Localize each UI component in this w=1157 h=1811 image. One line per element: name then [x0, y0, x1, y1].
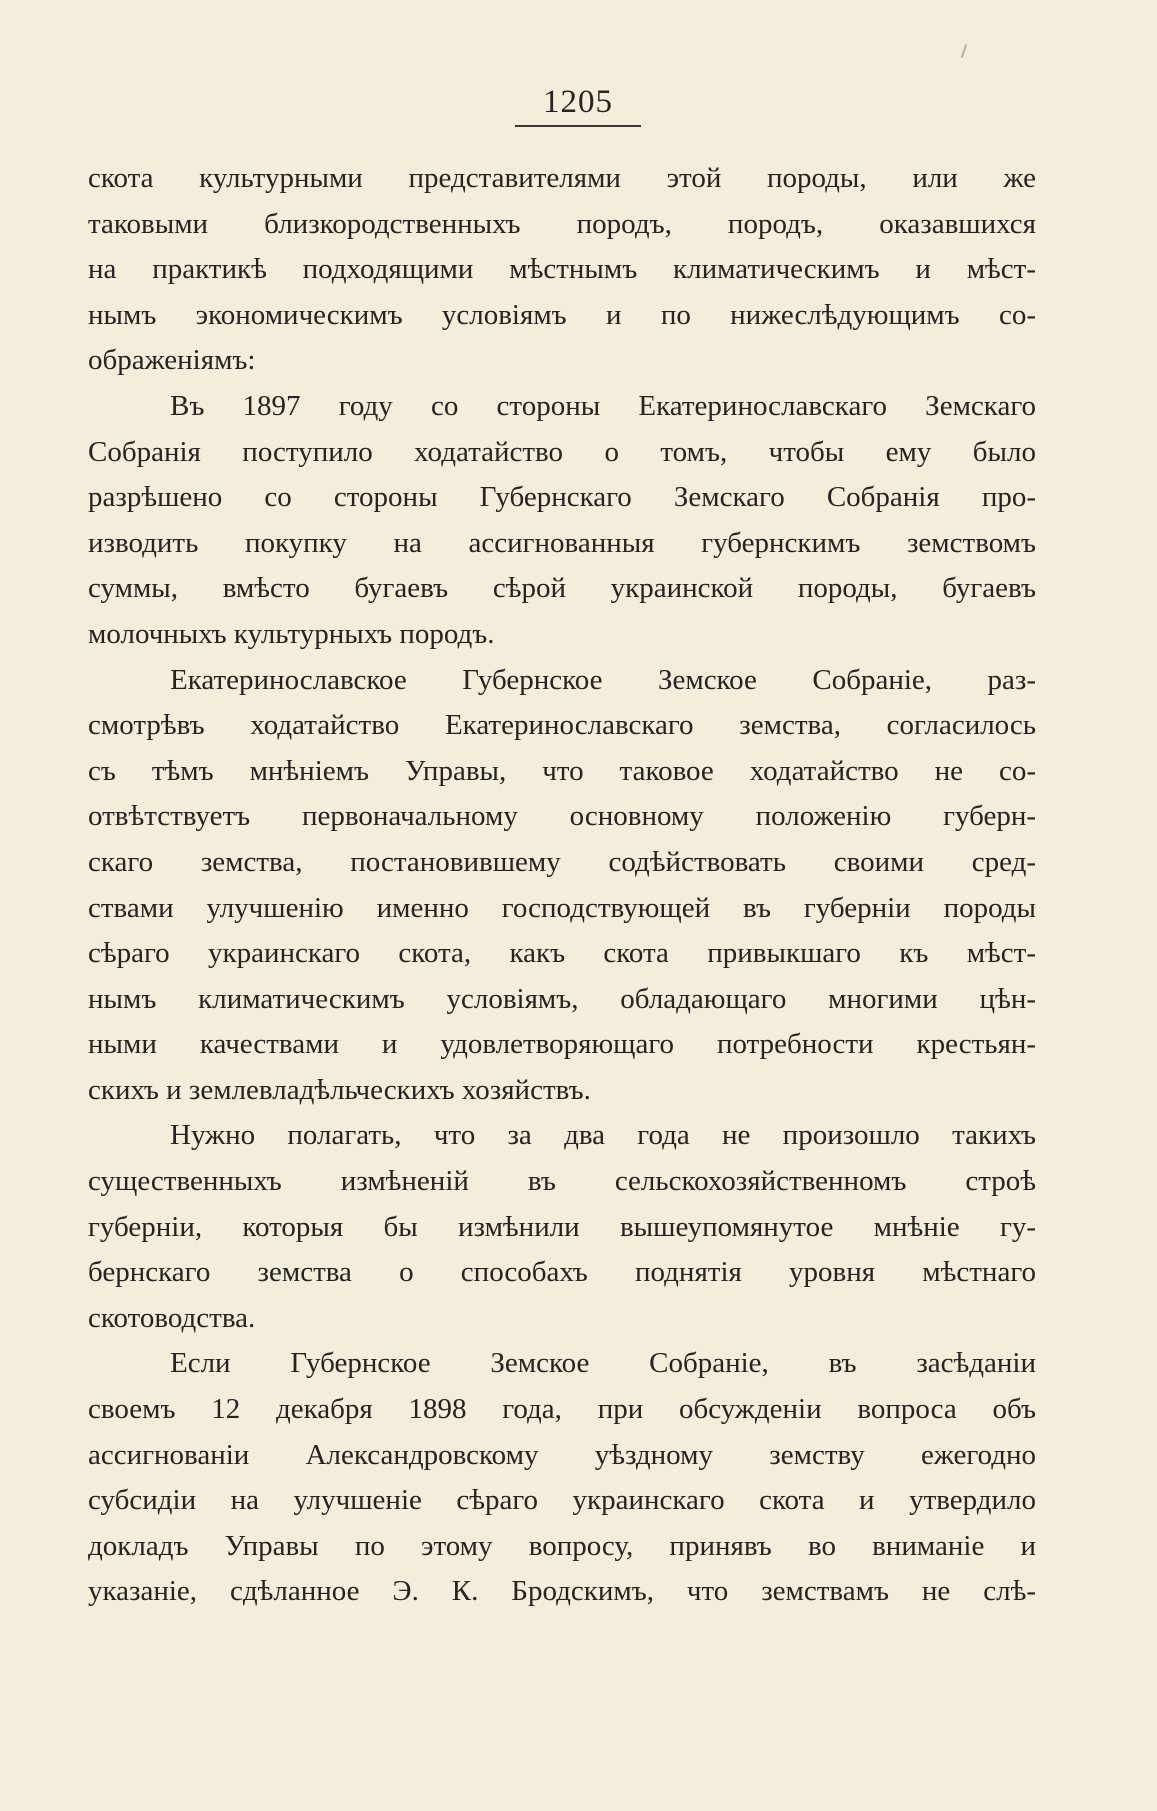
text-line: скота культурными представителями этой породы, или же: [88, 162, 1036, 194]
text-line: Нужно полагать, что за два года не произошло такихъ: [170, 1119, 1036, 1152]
text-line: ображенiямъ:: [88, 344, 256, 377]
text-line: ствами улучшенiю именно господствующей въ губернiи породы: [88, 891, 1036, 924]
text-line: ными качествами и удовлетворяющаго потребности крестьян-: [88, 1028, 1036, 1061]
text-line: Екатеринославское Губернское Земское Собранiе, раз-: [170, 663, 1036, 696]
text-line: молочныхъ культурныхъ породъ.: [88, 617, 495, 650]
text-line: таковыми близкородственныхъ породъ, породъ, оказавшихся: [88, 207, 1036, 240]
text-line: указанiе, сдѣланное Э. К. Бродскимъ, что земствамъ не слѣ-: [88, 1575, 1036, 1608]
text-line: изводить покупку на ассигнованныя губернскимъ земствомъ: [88, 526, 1036, 559]
text-line: отвѣтствуетъ первоначальному основному положенiю губерн-: [88, 800, 1036, 833]
text-line: своемъ 12 декабря 1898 года, при обсужденiи вопроса объ: [88, 1393, 1036, 1426]
text-line: ассигнованiи Александровскому уѣздному земству ежегодно: [88, 1438, 1036, 1471]
text-line: сѣраго украинскаго скота, какъ скота привыкшаго къ мѣст-: [88, 937, 1036, 970]
text-line: субсидiи на улучшенiе сѣраго украинскаго скота и утвердило: [88, 1484, 1036, 1517]
text-line: существенныхъ измѣненiй въ сельскохозяйственномъ строѣ: [88, 1165, 1036, 1198]
text-line: скотоводства.: [88, 1301, 256, 1334]
text-line: суммы, вмѣсто бугаевъ сѣрой украинской породы, бугаевъ: [88, 572, 1036, 605]
text-line: смотрѣвъ ходатайство Екатеринославскаго земства, согласилось: [88, 709, 1036, 742]
text-line: Въ 1897 году со стороны Екатеринославскаго Земскаго: [170, 389, 1036, 422]
header-rule: [515, 125, 641, 127]
text-line: разрѣшено со стороны Губернскаго Земскаго Собранiя про-: [88, 481, 1036, 514]
text-line: Если Губернское Земское Собранiе, въ засѣданiи: [170, 1347, 1036, 1380]
page-number: 1205: [543, 84, 613, 120]
text-line: скихъ и землевладѣльческихъ хозяйствъ.: [88, 1073, 591, 1106]
text-line: на практикѣ подходящими мѣстнымъ климатическимъ и мѣст-: [88, 253, 1036, 286]
text-line: скаго земства, постановившему содѣйствовать своими сред-: [88, 845, 1036, 878]
paper-speck: [961, 44, 967, 58]
text-line: нымъ климатическимъ условiямъ, обладающаго многими цѣн-: [88, 982, 1036, 1015]
body-text: [88, 156, 1036, 1615]
text-line: губернiи, которыя бы измѣнили вышеупомянутое мнѣнiе гу-: [88, 1210, 1036, 1243]
text-line: докладъ Управы по этому вопросу, принявъ во вниманiе и: [88, 1529, 1036, 1562]
text-line: съ тѣмъ мнѣнiемъ Управы, что таковое ходатайство не со-: [88, 754, 1036, 787]
text-line: бернскаго земства о способахъ поднятiя уровня мѣстнаго: [88, 1256, 1036, 1289]
text-line: Собранiя поступило ходатайство о томъ, чтобы ему было: [88, 435, 1036, 468]
text-line: нымъ экономическимъ условiямъ и по нижеслѣдующимъ со-: [88, 298, 1036, 331]
